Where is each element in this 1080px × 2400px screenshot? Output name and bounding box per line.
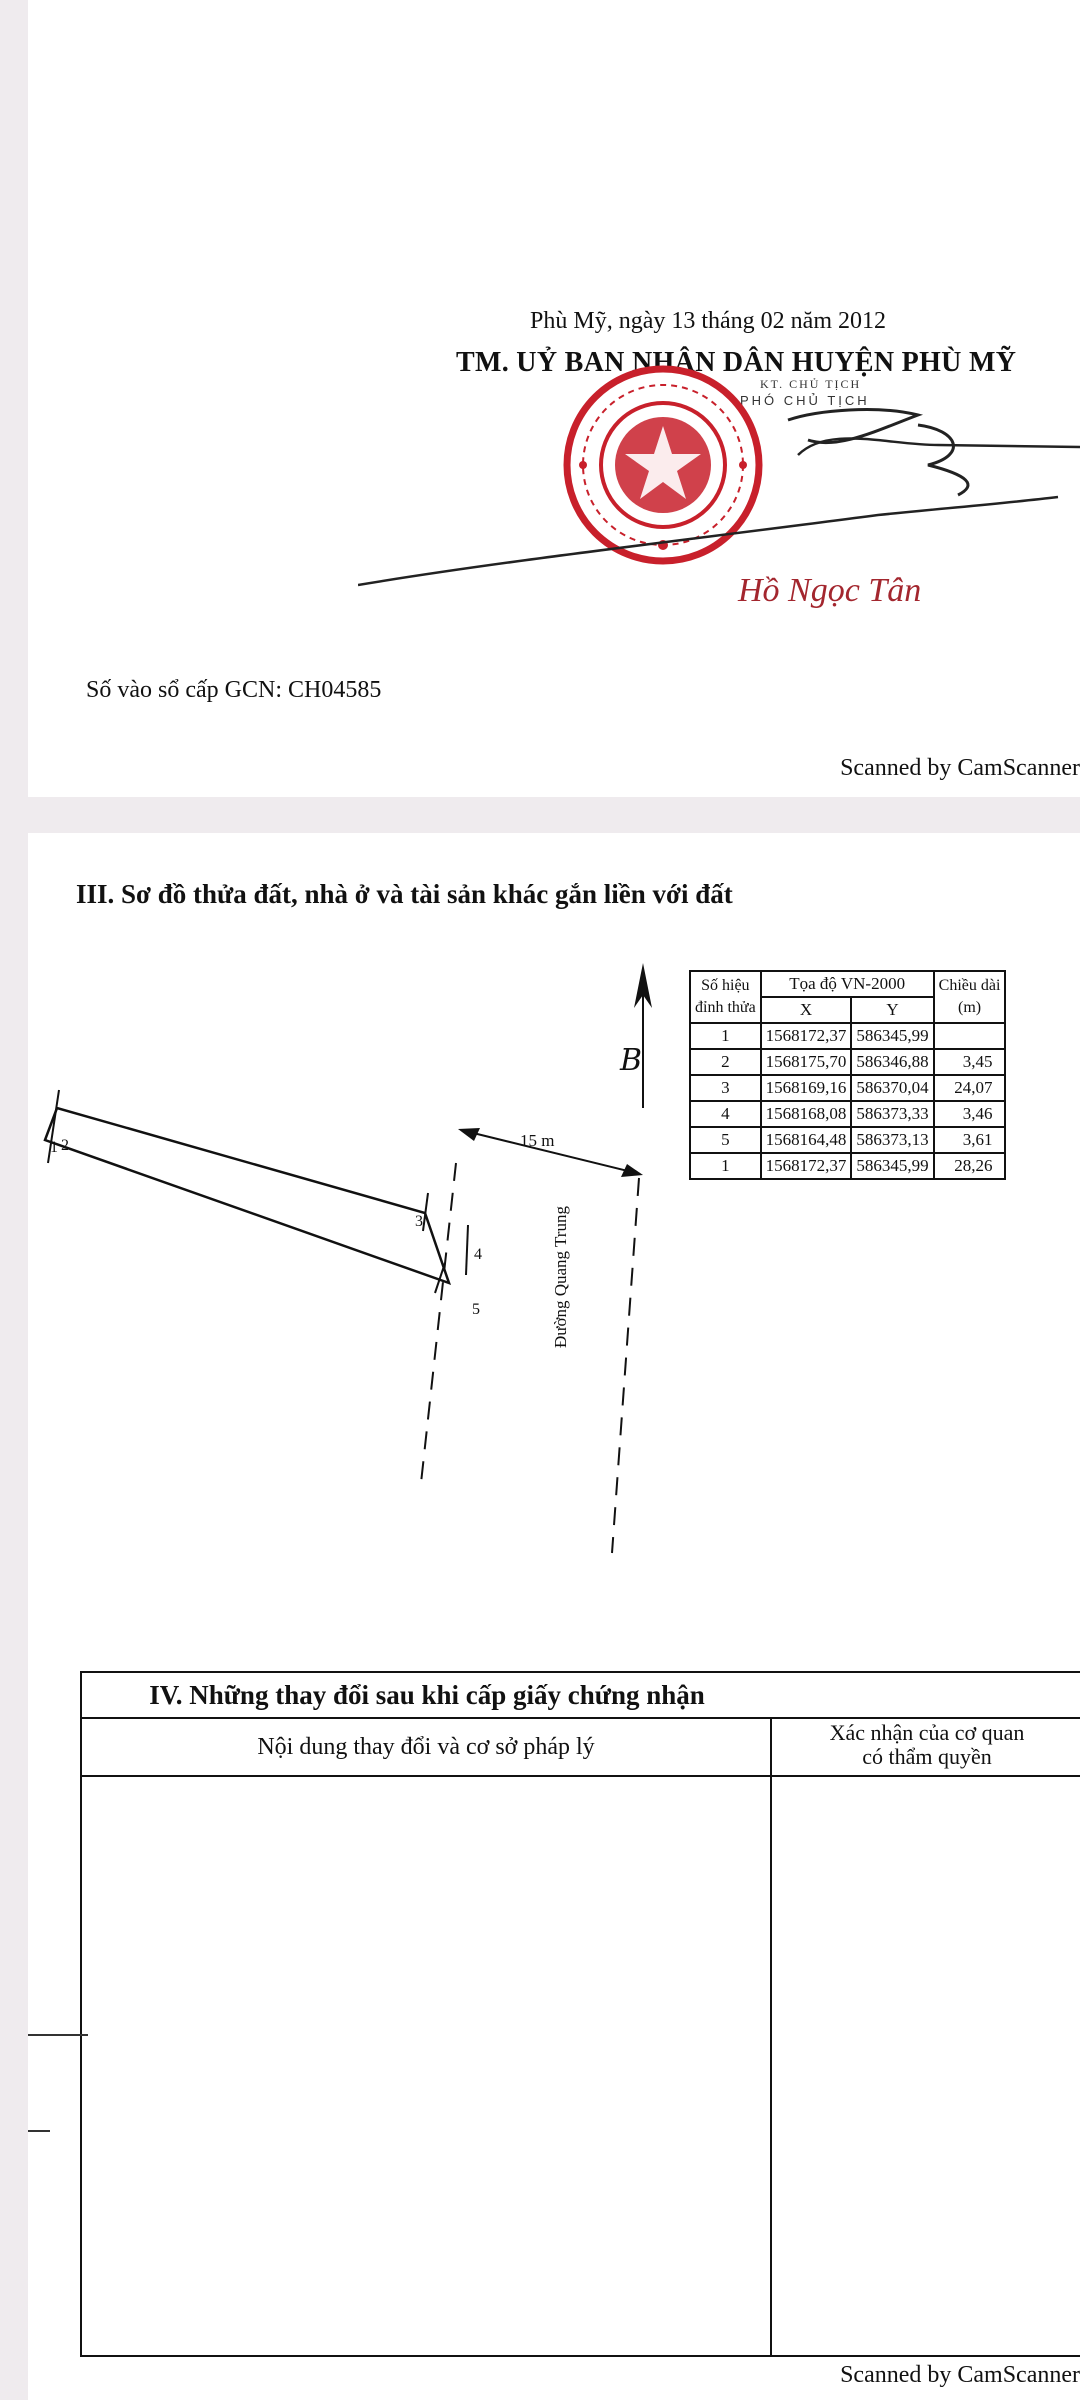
boundary-tick	[466, 1225, 468, 1275]
header-coords: Tọa độ VN-2000	[761, 971, 934, 997]
parcel-sketch	[28, 963, 688, 1663]
header-x: X	[761, 997, 852, 1023]
committee-title: TM. UỶ BAN NHÂN DÂN HUYỆN PHÙ MỸ	[456, 347, 1017, 378]
certificate-register-number: Số vào sổ cấp GCN: CH04585	[86, 677, 382, 703]
column-change-content: Nội dung thay đổi và cơ sở pháp lý	[257, 1734, 595, 1760]
vertex-label-2: 2	[61, 1137, 69, 1154]
cell-length: 3,46	[934, 1101, 1006, 1127]
margin-mark	[28, 2130, 50, 2132]
cell-point: 1	[690, 1153, 761, 1179]
section4-title-row	[82, 1673, 1080, 1719]
north-label: B	[620, 1043, 643, 1078]
cell-x: 1568175,70	[761, 1049, 852, 1075]
certificate-page-top	[28, 0, 1080, 797]
vertex-label-5: 5	[472, 1301, 480, 1318]
cell-y: 586373,13	[851, 1127, 933, 1153]
cell-length: 28,26	[934, 1153, 1006, 1179]
cell-x: 1568164,48	[761, 1127, 852, 1153]
table-row	[690, 1049, 1005, 1075]
cell-point: 1	[690, 1023, 761, 1049]
certificate-page-bottom	[28, 833, 1080, 2400]
header-length: Chiều dài (m)	[934, 971, 1006, 1023]
table-row	[690, 1075, 1005, 1101]
cell-point: 4	[690, 1101, 761, 1127]
signature-stroke-icon	[358, 385, 1080, 595]
section3-title: III. Sơ đồ thửa đất, nhà ở và tài sản khác gắn liền với đất	[76, 879, 733, 909]
vertex-label-3: 3	[415, 1213, 423, 1230]
cell-x: 1568168,08	[761, 1101, 852, 1127]
column-authority-confirmation: Xác nhận của cơ quan có thẩm quyền	[829, 1720, 1025, 1769]
cell-x: 1568169,16	[761, 1075, 852, 1101]
column-divider	[770, 1719, 772, 2355]
dimension-arrowhead	[621, 1164, 643, 1177]
coordinate-rows	[690, 1023, 1005, 1179]
cell-y: 586345,99	[851, 1153, 933, 1179]
signer-name-signature: Hồ Ngọc Tân	[738, 572, 922, 609]
header-y: Y	[851, 997, 933, 1023]
coordinate-table	[689, 970, 1006, 1180]
section4-header-row	[82, 1719, 1080, 1777]
cell-length: 24,07	[934, 1075, 1006, 1101]
vertex-label-1: 1	[50, 1139, 58, 1156]
vertex-label-4: 4	[474, 1246, 482, 1263]
cell-y: 586373,33	[851, 1101, 933, 1127]
road-name-label: Đường Quang Trung	[551, 1206, 570, 1348]
issue-date-line: Phù Mỹ, ngày 13 tháng 02 năm 2012	[530, 308, 886, 334]
section4-title: IV. Những thay đổi sau khi cấp giấy chứng nhận	[149, 1680, 705, 1710]
table-row	[690, 1127, 1005, 1153]
cell-x: 1568172,37	[761, 1023, 852, 1049]
cell-x: 1568172,37	[761, 1153, 852, 1179]
table-row	[690, 1101, 1005, 1127]
margin-mark	[28, 2034, 88, 2036]
parcel-boundary	[45, 1108, 449, 1283]
road-width-label: 15 m	[520, 1131, 555, 1150]
cell-y: 586370,04	[851, 1075, 933, 1101]
scanner-watermark-bottom: Scanned by CamScanner	[840, 2362, 1080, 2388]
section4-table	[80, 1671, 1080, 2357]
road-edge-right	[612, 1178, 639, 1553]
vice-chair-label: PHÓ CHỦ TỊCH	[740, 393, 870, 408]
scanner-watermark-top: Scanned by CamScanner	[840, 755, 1080, 781]
cell-length: 3,45	[934, 1049, 1006, 1075]
cell-y: 586345,99	[851, 1023, 933, 1049]
cell-y: 586346,88	[851, 1049, 933, 1075]
dimension-arrowhead	[458, 1128, 480, 1141]
header-vertex: Số hiệu đỉnh thửa	[690, 971, 761, 1023]
table-row	[690, 1153, 1005, 1179]
cell-length	[934, 1023, 1006, 1049]
cell-length: 3,61	[934, 1127, 1006, 1153]
table-row	[690, 1023, 1005, 1049]
kt-chair-label: KT. CHỦ TỊCH	[760, 377, 862, 391]
cell-point: 5	[690, 1127, 761, 1153]
cell-point: 2	[690, 1049, 761, 1075]
cell-point: 3	[690, 1075, 761, 1101]
